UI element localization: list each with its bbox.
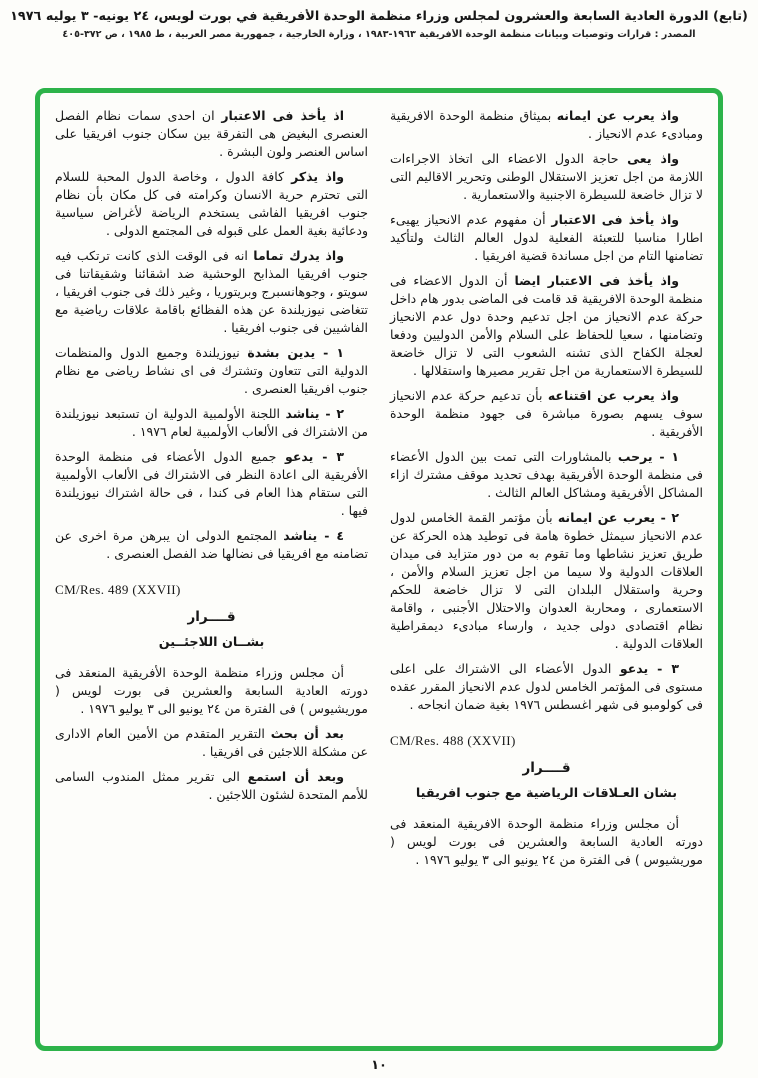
two-column-layout xyxy=(55,107,703,876)
paragraph xyxy=(55,448,368,520)
paragraph-text: المجتمع الدولى ان يبرهن مرة اخرى عن تضامنه مع افريقيا فى نضالها ضد الفصل العنصرى . xyxy=(55,528,368,561)
paragraph-text: أن الدول الاعضاء فى منظمة الوحدة الافريقية قد قامت فى الماضى بدور هام داخل حركة عدم الانحياز من اجل تدعيم وحدة دول عدم الانحياز وتضامنها ، سعيا للحفاظ على السلام والأمن الدوليين ودفعا لعجلة الكفاح الذى تشنه الشعوب التى لا تزال خاضعة للسيطرة الاستعمارية من اجل تقرير مصيرها واستقلالها . xyxy=(390,273,703,378)
paragraph xyxy=(390,150,703,204)
paragraph-text: انه فى الوقت الذى كانت ترتكب فيه جنوب افريقيا المذابح الوحشية ضد اشقائنا وشقيقاتنا فى سويتو ، وجوهانسبرج وبريتوريا ، وغير ذلك فى جنوب افريقيا ، تتغاضى نيوزيلندة عن هذه الفظائع باقامة علاقات رياضية مع الفاشيين فى جنوب افريقيا . xyxy=(55,248,368,335)
paragraph xyxy=(55,247,368,337)
paragraph xyxy=(390,509,703,653)
left-column xyxy=(55,107,368,811)
content-frame xyxy=(35,88,723,1051)
document-header xyxy=(0,0,758,40)
resolution-code: CM/Res. 488 (XXVII) xyxy=(390,733,516,748)
paragraph-lead: ١ - يدين بشدة xyxy=(247,345,344,360)
paragraph-lead: واذ يذكر xyxy=(291,169,345,184)
paragraph xyxy=(55,405,368,441)
paragraph-text: ان احدى سمات نظام الفصل العنصرى البغيض هى التفرقة بين سكان جنوب افريقيا على اساس العنصر ولون البشرة . xyxy=(55,108,368,159)
paragraph-lead: ٣ - يدعو xyxy=(619,661,679,676)
resolution-subject: بشــان اللاجئــين xyxy=(158,635,265,651)
paragraph-text: أن مفهوم عدم الانحياز يهيىء اطارا مناسبا للتعبئة الفعلية لدول العالم الثالث ولتأكيد تضامنها التام من اجل مساندة قضية افريقيا . xyxy=(390,212,703,263)
right-column xyxy=(390,107,703,876)
paragraph xyxy=(55,168,368,240)
paragraph xyxy=(390,272,703,380)
paragraph-lead: اذ يأخذ فى الاعتبار xyxy=(221,108,344,123)
resolution-title: قــــرار xyxy=(522,759,571,776)
header-source-note: المصدر : قرارات وتوصيات وبيانات منظمة الوحدة الأفريقية ١٩٦٣-١٩٨٣ ، وزارة الخارجية ، جمهورية مصر العربية ، ط ١٩٨٥ ، ص ٣٧٢-٤٠٥ xyxy=(62,29,696,40)
paragraph xyxy=(390,107,703,143)
resolution-title: قــــرار xyxy=(187,608,236,625)
paragraph xyxy=(390,211,703,265)
paragraph-lead: ١ - يرحب xyxy=(617,449,679,464)
paragraph-text: بأن تدعيم حركة عدم الانحياز سوف يسهم بصورة مباشرة فى جهود منظمة الوحدة الأفريقية . xyxy=(390,388,703,439)
paragraph-text: أن مجلس وزراء منظمة الوحدة الافريقية المنعقد فى دورته العادية السابعة والعشرين فى بورت لويس ( موريشيوس ) فى الفترة من ٢٤ يونيو الى ٣ يوليو ١٩٧٦ . xyxy=(390,815,703,867)
paragraph xyxy=(55,107,368,161)
paragraph-lead: ٣ - يدعو xyxy=(284,449,344,464)
paragraph xyxy=(390,815,703,869)
paragraph xyxy=(55,725,368,761)
paragraph xyxy=(55,344,368,398)
paragraph-lead: ٢ - يعرب عن ايمانه xyxy=(557,510,679,525)
paragraph-text: الى تقرير ممثل المندوب السامى للأمم المتحدة لشئون اللاجئين . xyxy=(55,768,368,802)
paragraph-text: بميثاق منظمة الوحدة الافريقية ومبادىء عدم الانحياز . xyxy=(390,108,703,141)
paragraph-lead: ٢ - يناشد xyxy=(285,406,344,421)
paragraph-lead: واذ يدرك تماما xyxy=(253,248,344,263)
resolution-code: CM/Res. 489 (XXVII) xyxy=(55,582,181,597)
paragraph-text: بالمشاورات التى تمت بين الدول الأعضاء فى منظمة الوحدة الأفريقية بهدف تحديد موقف مشترك ازاء المشاكل الأفريقية ومشاكل العالم الثالث . xyxy=(390,449,703,500)
paragraph-lead: ٤ - يناشد xyxy=(283,528,344,543)
page-number: ١٠ xyxy=(371,1058,387,1073)
paragraph-lead: بعد أن بحث xyxy=(270,725,344,741)
paragraph xyxy=(55,664,368,718)
paragraph-text: أن مجلس وزراء منظمة الوحدة الأفريقية المنعقد فى دورته العادية السابعة والعشرين فى بورت لويس ( موريشيوس ) فى الفترة من ٢٤ يونيو الى ٣ يوليو ١٩٧٦ . xyxy=(55,664,368,716)
resolution-subject: بشان العـلاقات الرياضية مع جنوب افريقيا xyxy=(415,786,678,802)
paragraph-lead: واذ يعى xyxy=(627,151,680,166)
paragraph xyxy=(55,527,368,563)
paragraph xyxy=(55,768,368,804)
paragraph-text: نيوزيلندة وجميع الدول والمنظمات الدولية التى تتعاون وتشترك فى اى نشاط رياضى مع نظام جنوب افريقيا العنصرى . xyxy=(55,345,368,396)
header-session-title: (تابع) الدورة العادية السابعة والعشرون لمجلس وزراء منظمة الوحدة الأفريقية في بورت لويس، ٢٤ يونيه- ٣ يوليه ١٩٧٦ xyxy=(10,9,748,24)
paragraph-lead: واذ يعرب عن اقتناعه xyxy=(547,388,679,403)
paragraph-text: كافة الدول ، وخاصة الدول المحبة للسلام التى تحترم حرية الانسان وكرامته فى كل مكان بأن نظام جنوب افريقيا الفاشى يستخدم الرياضة لأغراض سياسية ودعائية بغية العمل على قبوله فى المجتمع الدولى . xyxy=(55,169,368,238)
paragraph-lead: واذ يعرب عن ايمانه xyxy=(556,108,679,123)
paragraph-text: التقرير المتقدم من الأمين العام الادارى عن مشكلة اللاجئين فى افريقيا . xyxy=(55,725,368,759)
paragraph-text: الدول الأعضاء الى الاشتراك على اعلى مستوى فى المؤتمر الخامس لدول عدم الانحياز المقرر عقده فى كولومبو فى شهر اغسطس ١٩٧٦ بغية ضمان انجاحه . xyxy=(390,661,703,712)
paragraph xyxy=(390,660,703,714)
paragraph-text: حاجة الدول الاعضاء الى اتخاذ الاجراءات اللازمة من اجل تعزيز الاستقلال الوطنى وتحرير الاقاليم التى لا تزال خاضعة للسيطرة الاجنبية والاستعمارية . xyxy=(390,151,703,202)
paragraph xyxy=(390,387,703,441)
paragraph-text: جميع الدول الأعضاء فى منظمة الوحدة الأفريقية الى اعادة النظر فى الاشتراك فى الألعاب الأولمبية التى ستقام هذا العام فى كندا ، فى حالة اشتراك نيوزيلندة فيها . xyxy=(55,449,368,518)
paragraph-lead: وبعد أن استمع xyxy=(247,768,344,784)
paragraph-lead: واذ يأخذ فى الاعتبار ايضا xyxy=(514,273,679,288)
paragraph xyxy=(390,448,703,502)
paragraph-text: اللجنة الأولمبية الدولية ان تستبعد نيوزيلندة من الاشتراك فى الألعاب الأولمبية لعام ١٩٧٦ . xyxy=(55,406,368,439)
paragraph-lead: واذ يأخذ فى الاعتبار xyxy=(551,212,679,227)
paragraph-text: بأن مؤتمر القمة الخامس لدول عدم الانحياز سيمثل خطوة هامة فى توطيد هذه الحركة عن طريق تعزيز نشاطها وما تقوم به من دور متزايد فى ميدان العلاقات الدولية ولا سيما من اجل تعزيز السلام والأمن ، وحرية واستقلال البلدان التى لا تزال خاضعة للحكم الاستعمارى ، ومحاربة العدوان والاحتلال الأجنبى ، واقامة نظام اقتصادى دولى جديد ، وارساء مبادىء ديمقراطية العلاقات الدولية . xyxy=(390,510,703,651)
